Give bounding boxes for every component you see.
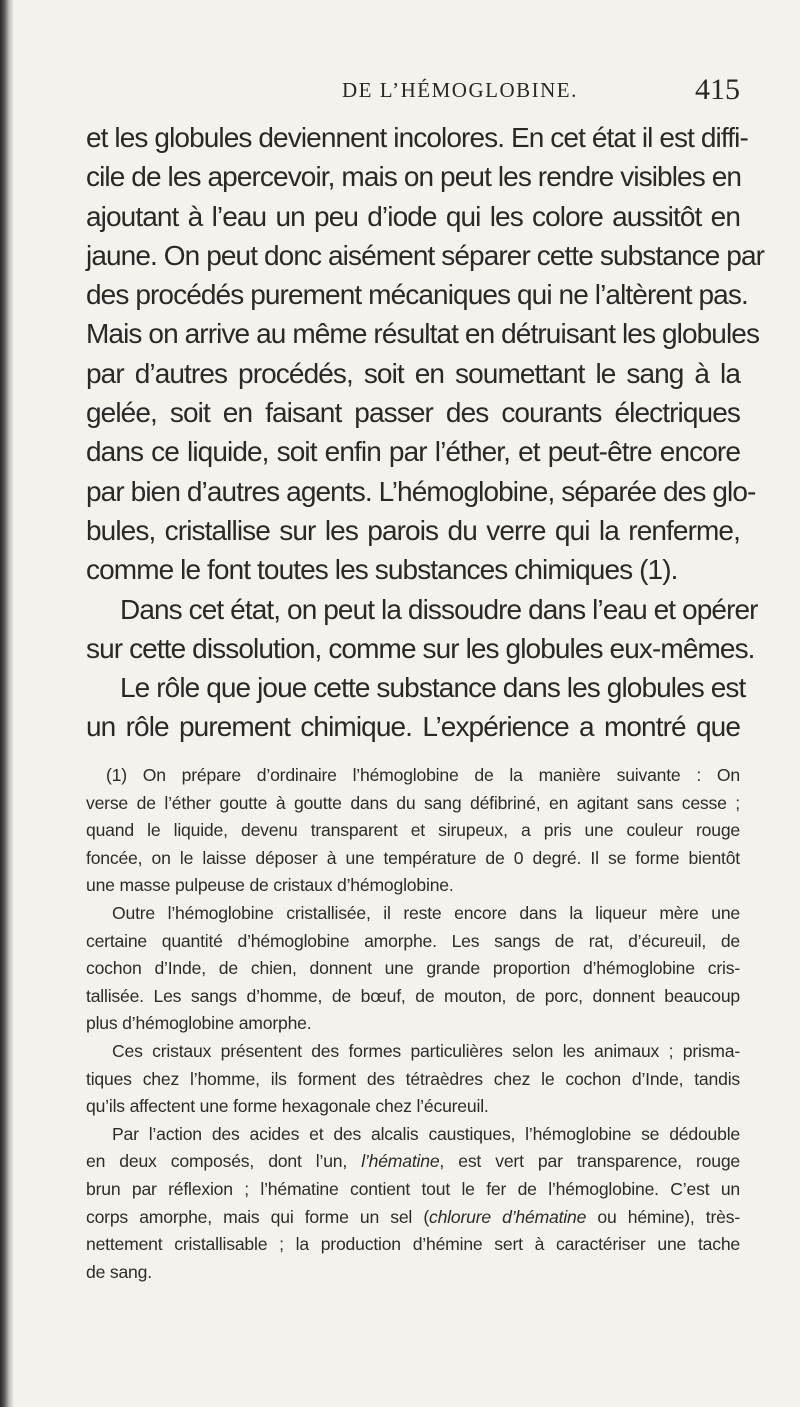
footnote-line: Outre l’hémoglobine cristallisée, il reste encore dans la liqueur mère une [112,902,740,923]
body-line: Dans cet état, on peut la dissoudre dans l’eau et opérer [120,593,758,625]
body-line: bules, cristallise sur les parois du verre qui la renferme, [86,514,740,546]
footnote [86,762,740,1286]
footnote-line: foncée, on le laisse déposer à une température de 0 degré. Il se forme bientôt [86,847,740,868]
footnote-text: , est vert par transparence, rouge [439,1151,740,1172]
body-line: cile de les apercevoir, mais on peut les rendre visibles en [86,161,742,193]
page-number: 415 [695,73,740,106]
body-line: un rôle purement chimique. L’expérience a montré que [86,711,740,743]
footnote-text: corps amorphe, mais qui forme un sel ( [86,1206,429,1227]
footnote-line: une masse pulpeuse de cristaux d’hémoglobine. [86,875,454,896]
footnote-line [86,1148,740,1176]
body-line: Mais on arrive au même résultat en détruisant les globules [86,318,760,350]
footnote-italic-term: chlorure d’hématine [428,1206,587,1227]
footnote-line: brun par réflexion ; l’hématine contient tout le fer de l’hémoglobine. C’est un [86,1178,740,1199]
body-line: comme le font toutes les substances chimiques (1). [86,554,678,586]
footnote-line: nettement cristallisable ; la production d’hémine sert à caractériser une tache [86,1234,740,1255]
footnote-line: verse de l’éther goutte à goutte dans du sang défibriné, en agitant sans cesse ; [86,792,740,813]
footnote-line: qu’ils affectent une forme hexagonale chez l’écureuil. [86,1096,489,1117]
footnote-line: cochon d’Inde, de chien, donnent une grande proportion d’hémoglobine cris- [86,958,740,979]
footnote-line: plus d’hémoglobine amorphe. [86,1013,312,1034]
footnote-line: quand le liquide, devenu transparent et sirupeux, a pris une couleur rouge [86,820,740,841]
body-line: des procédés purement mécaniques qui ne l’altèrent pas. [86,279,748,311]
body-line: Le rôle que joue cette substance dans les globules est [120,672,746,704]
body-line: jaune. On peut donc aisément séparer cette substance par [86,239,765,271]
footnote-text: en deux composés, dont l’un, [86,1151,348,1172]
footnote-line: tiques chez l’homme, ils forment des tétraèdres chez le cochon d’Inde, tandis [86,1068,740,1089]
binding-edge [0,0,14,1407]
running-head [80,73,740,112]
footnote-line: tallisée. Les sangs d’homme, de bœuf, de mouton, de porc, donnent beaucoup [86,985,740,1006]
body-line: dans ce liquide, soit enfin par l’éther, et peut-être encore [86,436,740,468]
body-line: gelée, soit en faisant passer des courants électriques [86,397,740,429]
body-line: par d’autres procédés, soit en soumettant le sang à la [86,357,740,389]
body-line: sur cette dissolution, comme sur les globules eux-mêmes. [86,632,755,664]
body-text [86,118,765,747]
footnote-line: Ces cristaux présentent des formes particulières selon les animaux ; prisma- [112,1040,740,1061]
body-line: ajoutant à l’eau un peu d’iode qui les colore aussitôt en [86,200,740,232]
footnote-line [86,1204,740,1232]
footnote-line: Par l’action des acides et des alcalis caustiques, l’hémoglobine se dédouble [112,1123,740,1144]
body-line: et les globules deviennent incolores. En cet état il est diffi- [86,122,748,153]
footnote-line: (1) On prépare d’ordinaire l’hémoglobine de la manière suivante : On [106,765,740,785]
footnote-line: certaine quantité d’hémoglobine amorphe. Les sangs de rat, d’écureuil, de [86,930,740,951]
body-line: par bien d’autres agents. L’hémoglobine, séparée des glo- [86,475,756,507]
footnote-italic-term: l’hématine [361,1151,440,1172]
running-title: DE L’HÉMOGLOBINE. [342,78,578,102]
footnote-text: ou hémine), très- [586,1206,740,1227]
footnote-line: de sang. [86,1261,152,1282]
